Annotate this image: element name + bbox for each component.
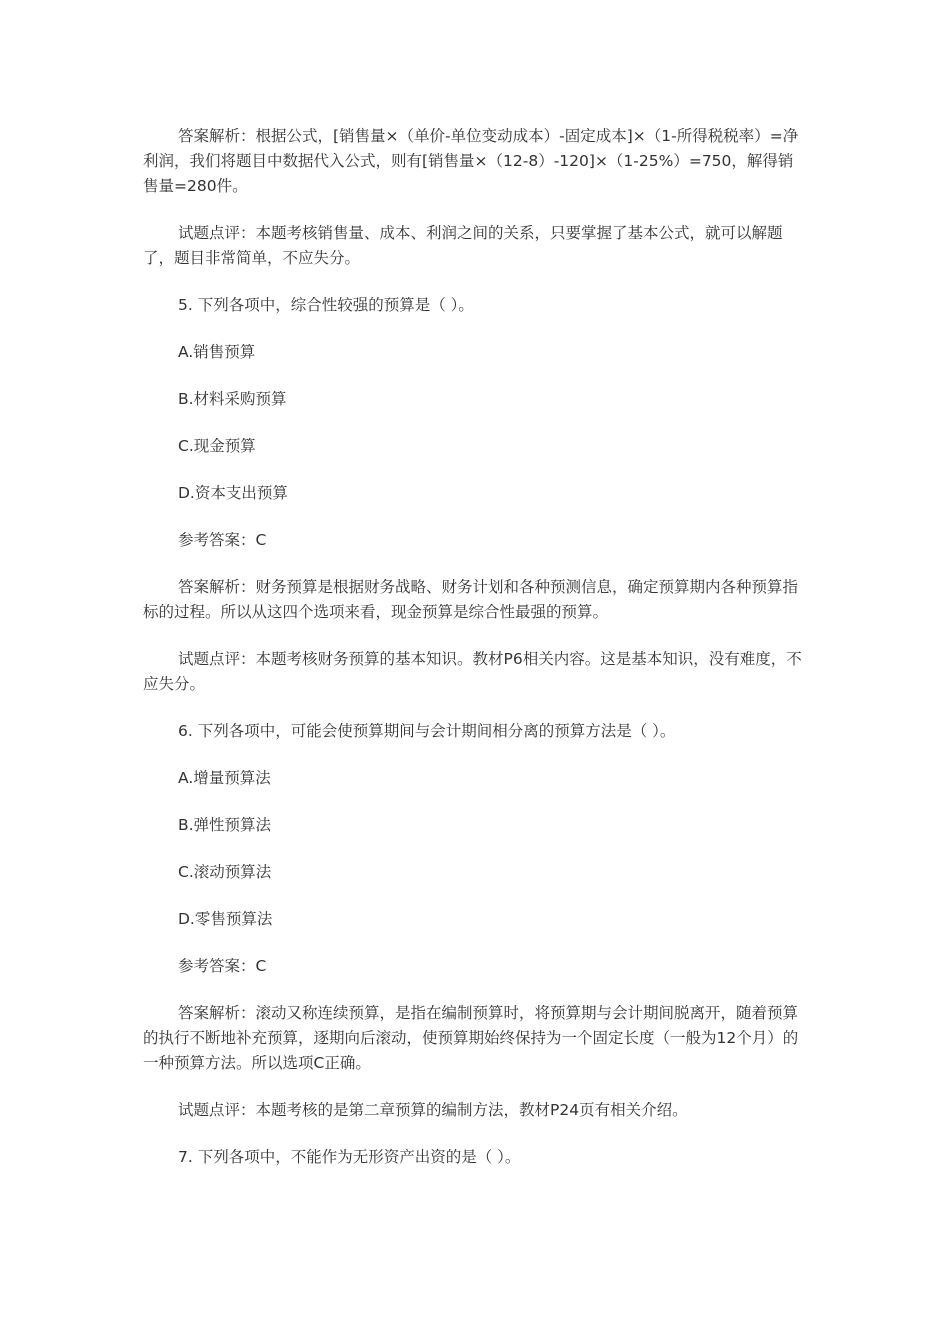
question-5: 5. 下列各项中，综合性较强的预算是（ ）。: [178, 296, 474, 314]
option-d: D.零售预算法: [178, 910, 273, 928]
option-c: C.滚动预算法: [178, 863, 272, 881]
option-c: C.现金预算: [178, 437, 256, 455]
option-b: B.材料采购预算: [178, 390, 287, 408]
comment-paragraph: 试题点评：本题考核销售量、成本、利润之间的关系，只要掌握了基本公式，就可以解题了，题目非常简单，不应失分。: [143, 224, 783, 267]
option-b: B.弹性预算法: [178, 816, 272, 834]
analysis-paragraph: 答案解析：根据公式，[销售量×（单价-单位变动成本）-固定成本]×（1-所得税税率）=净利润，我们将题目中数据代入公式，则有[销售量×（12-8）-120]×（1-25%）=750，解得销售量=280件。: [143, 127, 799, 195]
analysis-paragraph: 答案解析：滚动又称连续预算，是指在编制预算时，将预算期与会计期间脱离开，随着预算的执行不断地补充预算，逐期向后滚动，使预算期始终保持为一个固定长度（一般为12个月）的一种预算方法。所以选项C正确。: [143, 1004, 799, 1072]
reference-answer: 参考答案：C: [178, 957, 267, 975]
question-7: 7. 下列各项中，不能作为无形资产出资的是（ ）。: [178, 1148, 521, 1166]
option-d: D.资本支出预算: [178, 484, 288, 502]
analysis-paragraph: 答案解析：财务预算是根据财务战略、财务计划和各种预测信息，确定预算期内各种预算指标的过程。所以从这四个选项来看，现金预算是综合性最强的预算。: [143, 578, 799, 621]
document-page: [143, 124, 803, 1192]
question-6: 6. 下列各项中，可能会使预算期间与会计期间相分离的预算方法是（ ）。: [178, 722, 676, 740]
option-a: A.销售预算: [178, 343, 256, 361]
comment-paragraph: 试题点评：本题考核的是第二章预算的编制方法，教材P24页有相关介绍。: [178, 1101, 688, 1119]
option-a: A.增量预算法: [178, 769, 271, 787]
reference-answer: 参考答案：C: [178, 531, 267, 549]
comment-paragraph: 试题点评：本题考核财务预算的基本知识。教材P6相关内容。这是基本知识，没有难度，不应失分。: [143, 650, 802, 693]
